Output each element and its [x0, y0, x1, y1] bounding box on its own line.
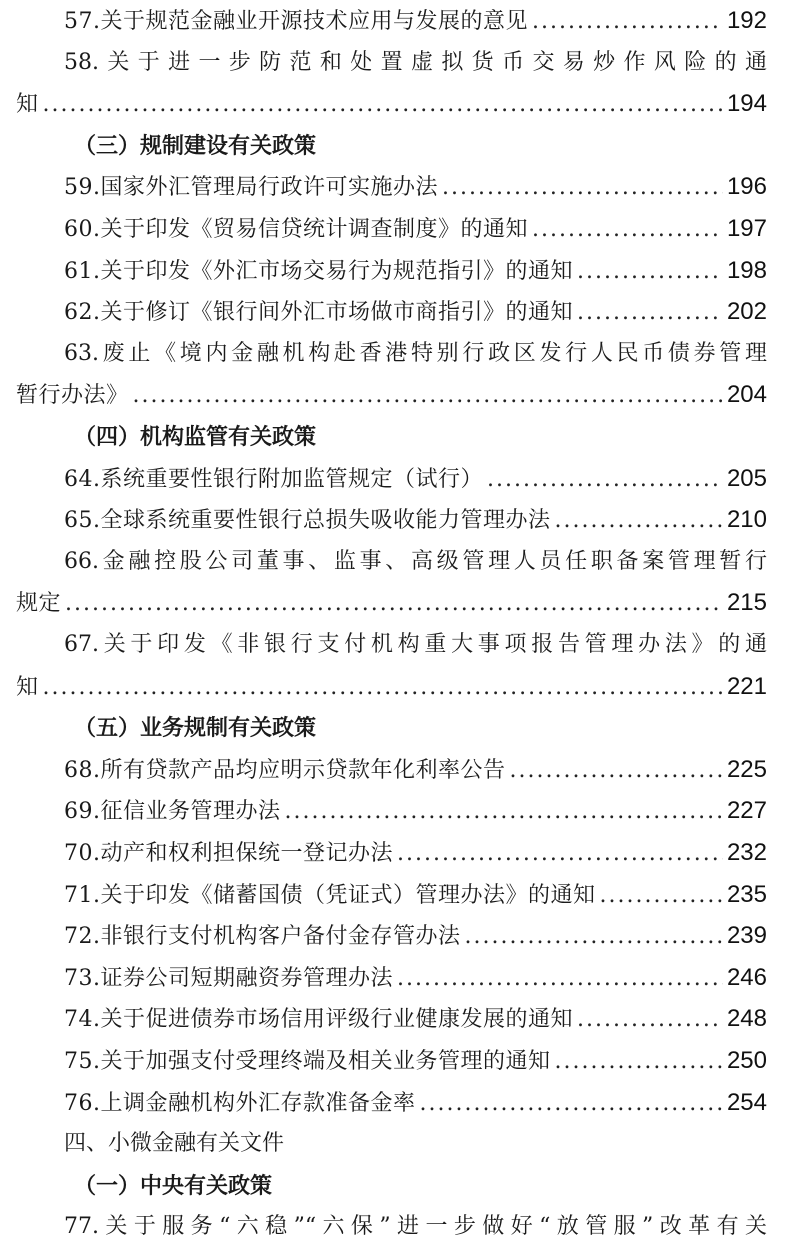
dot-leader — [577, 294, 723, 332]
page-number: 202 — [726, 298, 767, 326]
toc-entry — [0, 1042, 787, 1080]
page-number: 232 — [726, 839, 767, 866]
toc-entry — [0, 252, 787, 290]
section-heading: 四、小微金融有关文件 — [64, 1131, 285, 1157]
subsection-heading: （五）业务规制有关政策 — [74, 715, 317, 742]
dot-leader — [397, 960, 723, 998]
toc-entry — [0, 85, 787, 123]
toc-entry — [0, 751, 787, 789]
toc-entry-title: 59.国家外汇管理局行政许可实施办法 — [64, 175, 438, 201]
dot-leader — [397, 835, 723, 873]
page-number: 221 — [726, 672, 767, 700]
toc-entry-title: 75.关于加强支付受理终端及相关业务管理的通知 — [64, 1049, 551, 1074]
toc-entry-title: 暂行办法》 — [16, 383, 129, 409]
toc-entry-title: 77.关于服务“六稳”“六保”进一步做好“放管服”改革有关 — [64, 1214, 767, 1240]
toc-entry-title: 64.系统重要性银行附加监管规定（试行） — [64, 466, 483, 492]
toc-entry-title: 70.动产和权利担保统一登记办法 — [64, 841, 393, 866]
toc-entry — [0, 917, 787, 955]
toc-entry — [0, 168, 787, 206]
toc-entry-title: 62.关于修订《银行间外汇市场做市商指引》的通知 — [64, 300, 573, 326]
toc-entry — [0, 876, 787, 914]
subsection-heading: （四）机构监管有关政策 — [74, 424, 317, 450]
dot-leader — [532, 211, 723, 249]
toc-entry-title: 74.关于促进债券市场信用评级行业健康发展的通知 — [64, 1007, 573, 1033]
dot-leader — [43, 86, 723, 124]
toc-entry-title: 66.金融控股公司董事、监事、高级管理人员任职备案管理暂行 — [64, 548, 767, 574]
toc-entry-title: 69.征信业务管理办法 — [64, 799, 281, 825]
toc-entry — [0, 2, 787, 40]
toc-entry — [0, 210, 787, 248]
toc-entry-title: 73.证券公司短期融资券管理办法 — [64, 965, 393, 991]
dot-leader — [285, 793, 723, 831]
toc-entry-title: 知 — [16, 674, 39, 700]
toc-entry — [0, 501, 787, 539]
dot-leader — [577, 1001, 723, 1039]
dot-leader — [555, 1043, 723, 1081]
page-number: 239 — [726, 922, 767, 950]
dot-leader — [420, 1085, 723, 1123]
toc-entry-title: 57.关于规范金融业开源技术应用与发展的意见 — [64, 9, 528, 34]
toc-entry-title: 知 — [16, 92, 39, 118]
toc-entry-title: 72.非银行支付机构客户备付金存管办法 — [64, 924, 461, 950]
toc-entry — [0, 792, 787, 830]
page-number: 248 — [726, 1005, 767, 1033]
dot-leader — [577, 253, 723, 291]
toc-entry — [0, 834, 787, 872]
toc-entry-title: 63.废止《境内金融机构赴香港特别行政区发行人民币债券管理 — [64, 340, 767, 366]
subsection-heading: （一）中央有关政策 — [74, 1172, 273, 1199]
page-number: 225 — [726, 755, 767, 783]
toc-entry-title: 58.关于进一步防范和处置虚拟货币交易炒作风险的通 — [64, 49, 767, 75]
toc-entry-title: 规定 — [16, 591, 62, 617]
toc-entry-title: 65.全球系统重要性银行总损失吸收能力管理办法 — [64, 508, 551, 534]
toc-entry-title: 71.关于印发《储蓄国债（凭证式）管理办法》的通知 — [64, 882, 596, 908]
page-number: 246 — [726, 963, 767, 991]
dot-leader — [532, 3, 723, 41]
toc-entry-title: 60.关于印发《贸易信贷统计调查制度》的通知 — [64, 217, 528, 242]
page-number: 250 — [726, 1047, 767, 1074]
page-number: 192 — [726, 7, 767, 34]
toc-entry — [0, 668, 787, 706]
dot-leader — [43, 669, 723, 707]
dot-leader — [465, 918, 723, 956]
toc-entry — [0, 376, 787, 414]
page-number: 210 — [726, 506, 767, 534]
page-number: 227 — [726, 797, 767, 825]
toc-entry — [0, 293, 787, 331]
page-number: 197 — [726, 215, 767, 242]
dot-leader — [65, 585, 723, 623]
page-number: 235 — [726, 880, 767, 908]
dot-leader — [555, 502, 723, 540]
page-number: 198 — [726, 256, 767, 284]
page-number: 215 — [726, 589, 767, 617]
dot-leader — [487, 461, 723, 499]
page-number: 194 — [726, 90, 767, 118]
toc-entry-title: 68.所有贷款产品均应明示贷款年化利率公告 — [64, 757, 506, 783]
dot-leader — [133, 377, 723, 415]
dot-leader — [442, 169, 723, 207]
page-number: 196 — [726, 173, 767, 201]
toc-entry — [0, 959, 787, 997]
toc-entry — [0, 460, 787, 498]
page-number: 205 — [726, 464, 767, 492]
toc-entry-title: 67.关于印发《非银行支付机构重大事项报告管理办法》的通 — [64, 632, 767, 657]
dot-leader — [600, 877, 723, 915]
toc-entry — [0, 584, 787, 622]
subsection-heading: （三）规制建设有关政策 — [74, 132, 317, 159]
page-number: 204 — [726, 381, 767, 409]
page-number: 254 — [726, 1088, 767, 1116]
toc-entry-title: 61.关于印发《外汇市场交易行为规范指引》的通知 — [64, 258, 573, 284]
toc-entry-title: 76.上调金融机构外汇存款准备金率 — [64, 1090, 416, 1116]
dot-leader — [510, 752, 723, 790]
toc-entry — [0, 1000, 787, 1038]
toc-entry — [0, 1084, 787, 1122]
